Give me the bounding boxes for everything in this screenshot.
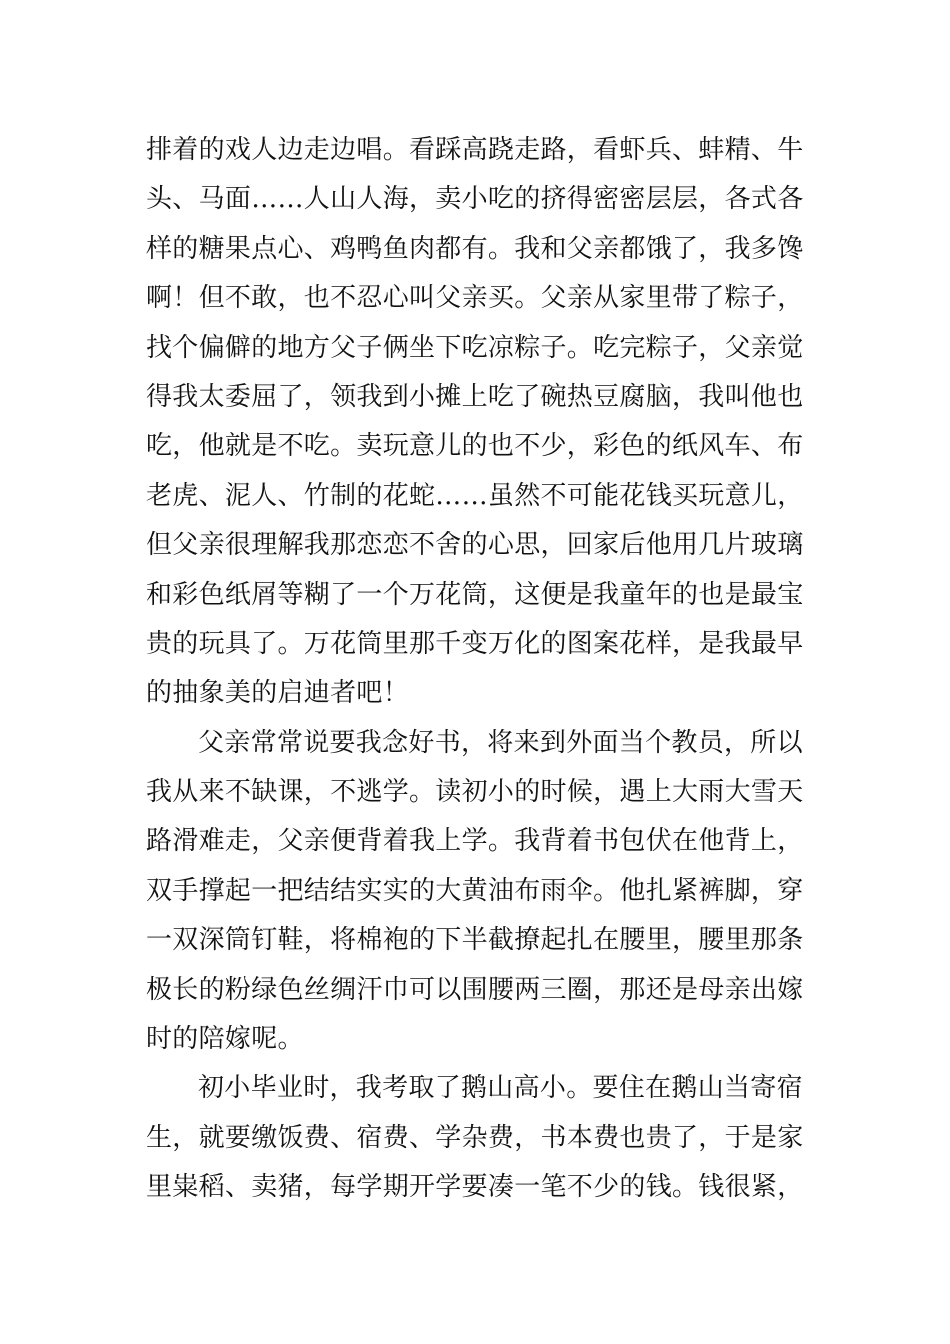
text-line: 和彩色纸屑等糊了一个万花筒，这便是我童年的也是最宝: [146, 579, 804, 610]
text-line: 找个偏僻的地方父子俩坐下吃凉粽子。吃完粽子，父亲觉: [146, 332, 804, 363]
text-line: 头、马面……人山人海，卖小吃的挤得密密层层，各式各: [146, 184, 804, 215]
paragraph-2: [146, 719, 810, 1065]
text-line: 里粜稻、卖猪，每学期开学要凑一笔不少的钱。钱很紧，: [146, 1172, 804, 1203]
text-line: 时的陪嫁呢。: [146, 1024, 304, 1055]
text-line: 双手撑起一把结结实实的大黄油布雨伞。他扎紧裤脚，穿: [146, 875, 804, 906]
text-line: 样的糖果点心、鸡鸭鱼肉都有。我和父亲都饿了，我多馋: [146, 233, 804, 264]
text-line: 生，就要缴饭费、宿费、学杂费，书本费也贵了，于是家: [146, 1122, 804, 1153]
text-line: 父亲常常说要我念好书，将来到外面当个教员，所以: [198, 727, 803, 758]
paragraph-1: [146, 126, 810, 719]
text-line: 老虎、泥人、竹制的花蛇……虽然不可能花钱买玩意儿，: [146, 480, 804, 511]
text-line: 吃，他就是不吃。卖玩意儿的也不少，彩色的纸风车、布: [146, 431, 804, 462]
text-line: 得我太委屈了，领我到小摊上吃了碗热豆腐脑，我叫他也: [146, 381, 804, 412]
text-line: 排着的戏人边走边唱。看踩高跷走路，看虾兵、蚌精、牛: [146, 135, 804, 165]
text-line: 路滑难走，父亲便背着我上学。我背着书包伏在他背上，: [146, 826, 804, 857]
text-line: 贵的玩具了。万花筒里那千变万化的图案花样，是我最早: [146, 628, 804, 659]
text-line: 初小毕业时，我考取了鹅山高小。要住在鹅山当寄宿: [198, 1073, 803, 1104]
text-line: 的抽象美的启迪者吧！: [146, 678, 410, 709]
paragraph-3: [146, 1064, 810, 1212]
body-text: [146, 126, 810, 1213]
text-line: 啊！但不敢，也不忍心叫父亲买。父亲从家里带了粽子，: [146, 283, 804, 314]
text-line: 我从来不缺课，不逃学。读初小的时候，遇上大雨大雪天: [146, 777, 804, 808]
text-line: 但父亲很理解我那恋恋不舍的心思，回家后他用几片玻璃: [146, 530, 804, 561]
text-line: 极长的粉绿色丝绸汗巾可以围腰两三圈，那还是母亲出嫁: [146, 974, 804, 1005]
text-line: 一双深筒钉鞋，将棉袍的下半截撩起扎在腰里，腰里那条: [146, 925, 804, 956]
